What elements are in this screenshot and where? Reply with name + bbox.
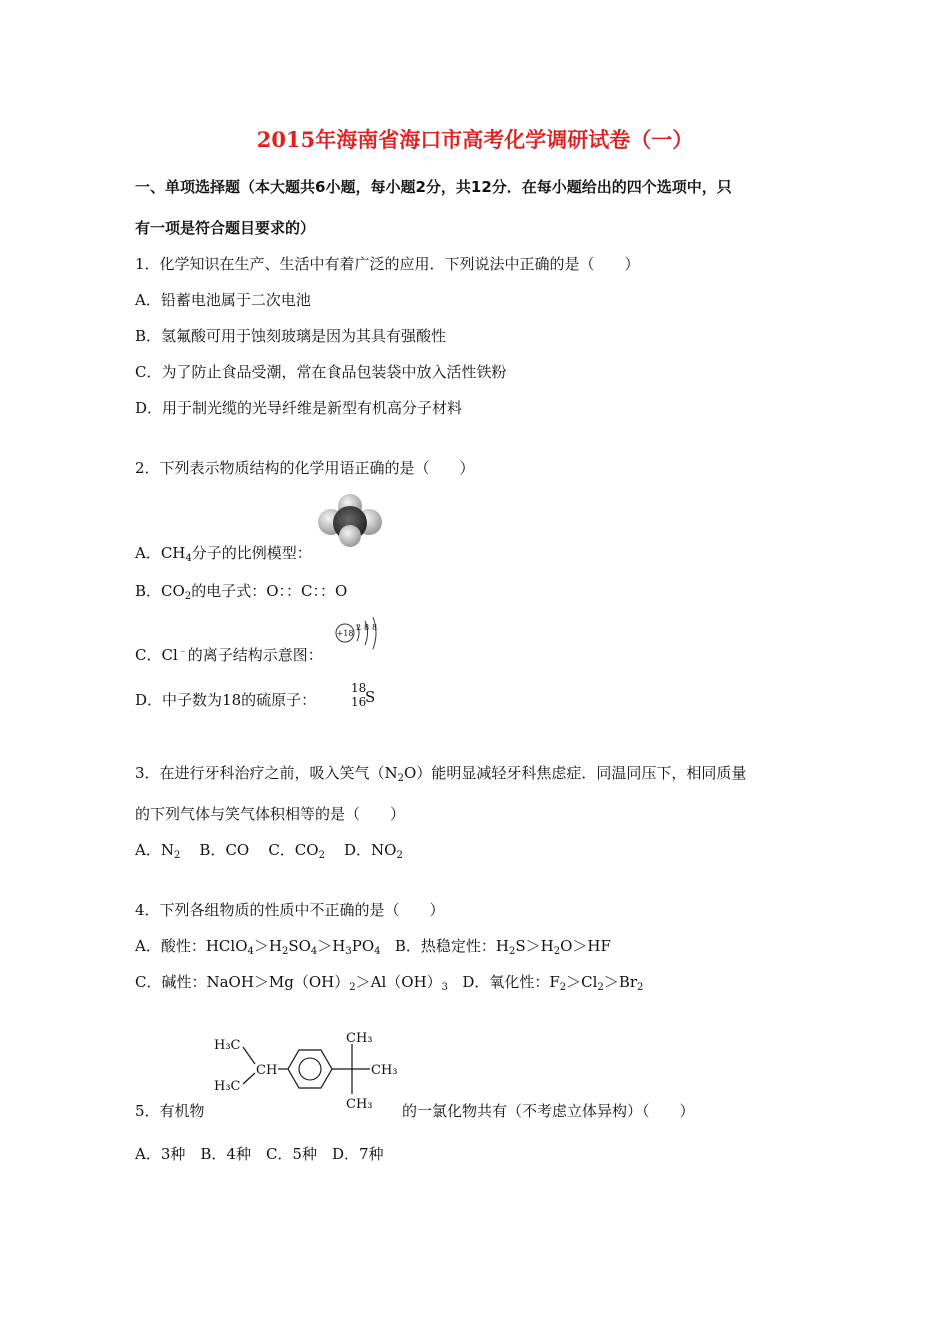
q2-option-a — [135, 543, 312, 569]
cl-ion-structure-diagram — [334, 612, 384, 654]
q1-stem: 1．化学知识在生产、生活中有着广泛的应用．下列说法中正确的是（ ） — [135, 255, 640, 273]
section-heading-line1: 一、单项选择题（本大题共6小题，每小题2分，共12分．在每小题给出的四个选项中，只 — [135, 178, 732, 196]
cl-shell-2: 8 — [364, 623, 370, 632]
q4-option-c: C．碱性：$NaOH>Mg(OH)_2>Al(OH)_3$ — [135, 973, 449, 993]
q3-option-a: A．$N_2$ — [135, 841, 181, 861]
q3-stem-line1 — [135, 763, 746, 789]
q1-option-d: D．用于制光缆的光导纤维是新型有机高分子材料 — [135, 399, 463, 417]
q2-stem: 2．下列表示物质结构的化学用语正确的是（ ） — [135, 459, 475, 477]
q3-line1-prefix: 3．在进行牙科治疗之前，吸入笑气（N — [135, 764, 398, 782]
organic-structure-diagram — [210, 1030, 410, 1112]
q2-option-b — [135, 581, 347, 607]
q2-b-subscript: 2 — [184, 591, 192, 602]
sulfur-nuclide-symbol — [351, 681, 381, 714]
q3-line1-subscript: 2 — [397, 773, 405, 784]
struct-h3c-top: H₃C — [214, 1038, 241, 1053]
section-heading-line2: 有一项是符合题目要求的） — [135, 219, 316, 237]
struct-ch: CH — [256, 1063, 278, 1078]
q2-c-suffix: 的离子结构示意图： — [187, 646, 323, 664]
cl-shell-1: 2 — [356, 623, 362, 632]
q1-option-b: B．氢氟酸可用于蚀刻玻璃是因为其具有强酸性 — [135, 327, 447, 345]
q2-option-c — [135, 642, 323, 665]
exam-title: 2015年海南省海口市高考化学调研试卷（一） — [256, 127, 694, 152]
q1-option-a: A．铅蓄电池属于二次电池 — [135, 291, 311, 309]
struct-h3c-bottom: H₃C — [214, 1079, 241, 1094]
q5-stem-prefix: 5．有机物 — [135, 1102, 205, 1120]
q3-options — [135, 840, 403, 866]
q1-option-c: C．为了防止食品受潮，常在食品包装袋中放入活性铁粉 — [135, 363, 507, 381]
q5-stem-suffix: 的一氯化物共有（不考虑立体异构）（ ） — [402, 1102, 695, 1120]
q4-stem: 4．下列各组物质的性质中不正确的是（ ） — [135, 901, 445, 919]
q4-option-d: D．氧化性：$F_2>Cl_2>Br_2$ — [462, 973, 644, 993]
cl-nucleus-charge: +18 — [336, 629, 354, 638]
q4-options-row2 — [135, 972, 643, 998]
q2-a-prefix: A．CH — [135, 544, 186, 562]
q2-b-prefix: B．CO — [135, 582, 185, 600]
q3-stem-line2: 的下列气体与笑气体积相等的是（ ） — [135, 805, 406, 823]
q5-options: A．3种 B．4种 C．5种 D．7种 — [135, 1145, 384, 1163]
nuclide-mass-number: 18 — [351, 681, 367, 695]
q2-a-subscript: 4 — [185, 553, 192, 564]
q2-a-suffix: 分子的比例模型： — [191, 544, 312, 562]
q3-line1-suffix: O）能明显减轻牙科焦虑症．同温同压下，相同质量 — [404, 764, 747, 782]
q2-d-text: D．中子数为18的硫原子： — [135, 691, 317, 709]
struct-ch3-top: CH₃ — [346, 1031, 373, 1046]
q3-option-d: D．$NO_2$ — [344, 841, 403, 861]
q2-option-d — [135, 690, 316, 710]
q4-option-a: A．酸性：$HClO_4>H_2SO_4>H_3PO_4$ — [135, 937, 381, 957]
struct-ch3-right: CH₃ — [371, 1063, 398, 1078]
q4-options-row1 — [135, 936, 611, 962]
ch4-space-filling-model-image — [314, 494, 386, 548]
nuclide-atomic-number: 16 — [351, 695, 367, 709]
nuclide-element: S — [365, 688, 376, 706]
q2-b-suffix: 的电子式：O：：C：：O — [191, 582, 348, 600]
q4-option-b: B．热稳定性：$H_2S>H_2O>HF$ — [394, 937, 611, 957]
struct-ch3-bottom: CH₃ — [346, 1097, 373, 1112]
q3-option-c: C．$CO_2$ — [268, 841, 325, 861]
q2-c-prefix: C．Cl — [135, 646, 178, 664]
q2-c-superscript: ﹣ — [177, 646, 188, 657]
q3-option-b: B．CO — [199, 841, 250, 859]
cl-shell-3: 8 — [372, 623, 378, 632]
